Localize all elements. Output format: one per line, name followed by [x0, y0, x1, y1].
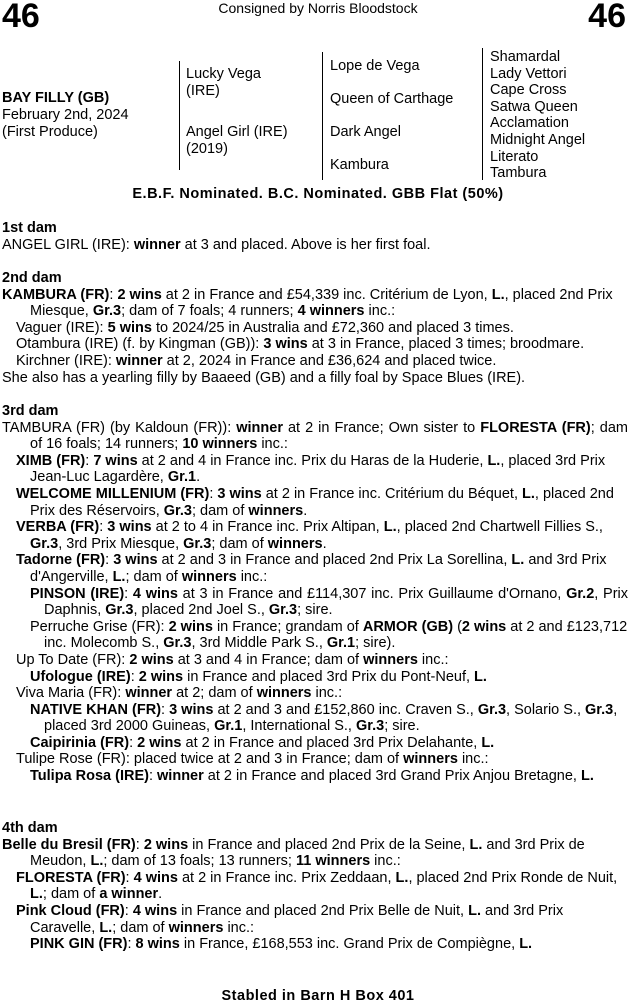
family-entry: NATIVE KHAN (FR): 3 wins at 2 and 3 and £152,860 inc. Craven S., Gr.3, Solario S., Gr.3, placed 3rd 2000 Guineas, Gr.1, International S., Gr.3; sire. [30, 701, 618, 735]
family-entry: Vaguer (IRE): 5 wins to 2024/25 in Australia and £72,360 and placed 3 times. [16, 319, 514, 336]
horse-foaled: February 2nd, 2024 [2, 107, 129, 123]
great-grandparent: Midnight Angel [490, 132, 586, 148]
family-entry: ANGEL GIRL (IRE): winner at 3 and placed. Above is her first foal. [2, 236, 431, 253]
horse-name: BAY FILLY (GB) [2, 90, 110, 106]
dam: Angel Girl (IRE) (2019) [186, 124, 288, 157]
grand-dam-sire: Queen of Carthage [330, 91, 454, 107]
family-entry: TAMBURA (FR) (by Kaldoun (FR)): winner at 2 in France; Own sister to FLORESTA (FR); dam of 16 foals; 14 runners; 10 winners inc.: [2, 419, 628, 453]
great-grandparent: Shamardal [490, 49, 561, 65]
section-lines [2, 287, 628, 387]
family-entry: Tulipa Rosa (IRE): winner at 2 in France and placed 3rd Grand Prix Anjou Bretagne, L. [30, 768, 594, 785]
family-entry: XIMB (FR): 7 wins at 2 and 4 in France inc. Prix du Haras de la Huderie, L., placed 3rd Prix Jean-Luc Lagardère, Gr.1. [16, 452, 606, 486]
great-grandparent: Satwa Queen [490, 99, 578, 115]
section-1st-dam [2, 220, 628, 253]
section-lines [2, 420, 628, 785]
section-heading: 3rd dam [2, 403, 59, 419]
family-entry: Caipirinia (FR): 2 wins at 2 in France and placed 3rd Prix Delahante, L. [30, 734, 495, 751]
family-entry: Up To Date (FR): 2 wins at 3 and 4 in France; dam of winners inc.: [16, 651, 449, 668]
section-lines [2, 237, 628, 254]
family-entry: Perruche Grise (FR): 2 wins in France; grandam of ARMOR (GB) (2 wins at 2 and £123,712 inc. Molecomb S., Gr.3, 3rd Middle Park S., Gr.1; sire). [30, 618, 628, 652]
family-entry: PINK GIN (FR): 8 wins in France, £168,553 inc. Grand Prix de Compiègne, L. [30, 936, 533, 953]
section-heading: 1st dam [2, 220, 57, 236]
family-entry: WELCOME MILLENIUM (FR): 3 wins at 2 in France inc. Critérium du Béquet, L., placed 2nd Prix des Réservoirs, Gr.3; dam of winners. [16, 485, 614, 519]
stabled-location: Stabled in Barn H Box 401 [221, 988, 415, 1004]
section-heading: 2nd dam [2, 270, 62, 286]
section-2nd-dam [2, 270, 628, 386]
family-entry: Kirchner (IRE): winner at 2, 2024 in France and £36,624 and placed twice. [16, 352, 497, 369]
great-grandparent: Tambura [490, 165, 547, 181]
family-entry: Ufologue (IRE): 2 wins in France and placed 3rd Prix du Pont-Neuf, L. [30, 668, 487, 685]
sire: Lucky Vega (IRE) [186, 66, 261, 99]
great-grandparent: Literato [490, 149, 539, 165]
great-grandparent: Cape Cross [490, 82, 567, 98]
section-3rd-dam [2, 403, 628, 785]
consignor: Consigned by Norris Bloodstock [218, 0, 418, 16]
family-entry: Otambura (IRE) (f. by Kingman (GB)): 3 wins at 3 in France, placed 3 times; broodmare. [16, 336, 585, 353]
family-entry: Pink Cloud (FR): 4 wins in France and placed 2nd Prix Belle de Nuit, L. and 3rd Prix Caravelle, L.; dam of winners inc.: [16, 902, 564, 936]
grand-dam-dam: Kambura [330, 157, 389, 173]
great-grandparent: Lady Vettori [490, 66, 567, 82]
lot-number-left: 46 [2, 0, 40, 35]
family-entry: Tulipe Rose (FR): placed twice at 2 and 3 in France; dam of winners inc.: [16, 751, 489, 768]
family-entry: Viva Maria (FR): winner at 2; dam of winners inc.: [16, 685, 343, 702]
section-heading: 4th dam [2, 820, 58, 836]
nominations: E.B.F. Nominated. B.C. Nominated. GBB Flat (50%) [132, 186, 504, 202]
family-entry: FLORESTA (FR): 4 wins at 2 in France inc. Prix Zeddaan, L., placed 2nd Prix Ronde de Nuit, L.; dam of a winner. [16, 869, 618, 903]
family-entry: VERBA (FR): 3 wins at 2 to 4 in France inc. Prix Altipan, L., placed 2nd Chartwell Fillies S., Gr.3, 3rd Prix Miesque, Gr.3; dam of winners. [16, 519, 603, 552]
family-entry: Tadorne (FR): 3 wins at 2 and 3 in France and placed 2nd Prix La Sorellina, L. and 3rd Prix d'Angerville, L.; dam of winners inc.: [16, 552, 607, 585]
great-grandparent: Acclamation [490, 115, 569, 131]
horse-produce: (First Produce) [2, 124, 98, 140]
section-lines [2, 837, 628, 953]
lot-number-right: 46 [588, 0, 626, 35]
family-entry: KAMBURA (FR): 2 wins at 2 in France and £54,339 inc. Critérium de Lyon, L., placed 2nd Prix Miesque, Gr.3; dam of 7 foals; 4 runners; 4 winners inc.: [2, 286, 613, 320]
grand-sire-dam: Dark Angel [330, 124, 401, 140]
family-entry: PINSON (IRE): 4 wins at 3 in France and £114,307 inc. Prix Guillaume d'Ornano, Gr.2, Prix Daphnis, Gr.3, placed 2nd Joel S., Gr.3; sire. [30, 585, 629, 619]
family-entry: She also has a yearling filly by Baaeed (GB) and a filly foal by Space Blues (IRE). [2, 369, 526, 386]
family-entry: Belle du Bresil (FR): 2 wins in France and placed 2nd Prix de la Seine, L. and 3rd Prix de Meudon, L.; dam of 13 foals; 13 runners; 11 winners inc.: [2, 836, 585, 870]
grand-sire-sire: Lope de Vega [330, 58, 420, 74]
section-4th-dam [2, 820, 628, 953]
